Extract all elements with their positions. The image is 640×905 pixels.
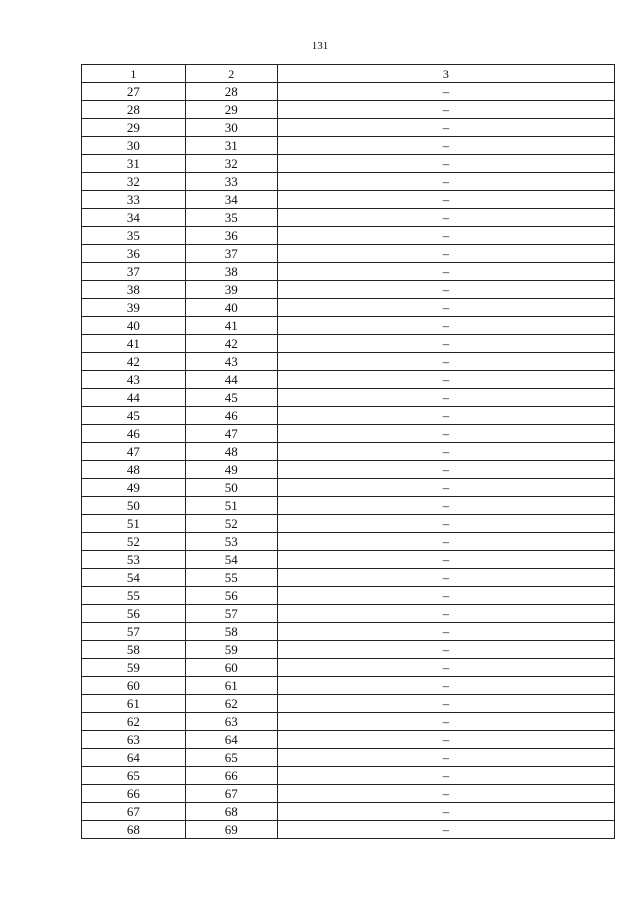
table-cell-col-1: 31: [82, 155, 186, 173]
table-cell-col-1: 42: [82, 353, 186, 371]
table-cell-col-1: 47: [82, 443, 186, 461]
table-cell-col-1: 32: [82, 173, 186, 191]
table-cell-col-2: 35: [185, 209, 277, 227]
table-cell-col-1: 53: [82, 551, 186, 569]
table-cell-col-1: 64: [82, 749, 186, 767]
table-cell-col-2: 69: [185, 821, 277, 839]
table-cell-col-3: –: [277, 407, 614, 425]
table-row: [82, 749, 615, 767]
table-row: [82, 497, 615, 515]
table-cell-col-1: 57: [82, 623, 186, 641]
table-cell-col-2: 48: [185, 443, 277, 461]
table-row: [82, 623, 615, 641]
table-cell-col-1: 41: [82, 335, 186, 353]
table-cell-col-3: –: [277, 569, 614, 587]
table-header-row: [82, 65, 615, 83]
table-row: [82, 443, 615, 461]
table-row: [82, 677, 615, 695]
table-cell-col-1: 34: [82, 209, 186, 227]
table-cell-col-3: –: [277, 425, 614, 443]
table-cell-col-1: 52: [82, 533, 186, 551]
table-cell-col-1: 67: [82, 803, 186, 821]
table-cell-col-2: 46: [185, 407, 277, 425]
table-cell-col-3: –: [277, 299, 614, 317]
table-row: [82, 803, 615, 821]
table-cell-col-3: –: [277, 371, 614, 389]
table-cell-col-1: 45: [82, 407, 186, 425]
table-cell-col-2: 34: [185, 191, 277, 209]
table-row: [82, 515, 615, 533]
table-cell-col-1: 29: [82, 119, 186, 137]
table-cell-col-1: 33: [82, 191, 186, 209]
table-cell-col-3: –: [277, 389, 614, 407]
table-row: [82, 713, 615, 731]
table-cell-col-2: 28: [185, 83, 277, 101]
table-cell-col-2: 68: [185, 803, 277, 821]
table-cell-col-2: 43: [185, 353, 277, 371]
table-cell-col-3: –: [277, 731, 614, 749]
table-cell-col-2: 60: [185, 659, 277, 677]
table-cell-col-3: –: [277, 533, 614, 551]
table-row: [82, 353, 615, 371]
table-cell-col-2: 54: [185, 551, 277, 569]
table-cell-col-1: 58: [82, 641, 186, 659]
table-cell-col-2: 44: [185, 371, 277, 389]
table-cell-col-3: –: [277, 119, 614, 137]
table-cell-col-3: –: [277, 641, 614, 659]
table-cell-col-3: –: [277, 317, 614, 335]
table-cell-col-1: 51: [82, 515, 186, 533]
table-row: [82, 137, 615, 155]
table-cell-col-1: 65: [82, 767, 186, 785]
table-cell-col-3: –: [277, 461, 614, 479]
table-cell-col-3: –: [277, 605, 614, 623]
table-cell-col-1: 27: [82, 83, 186, 101]
column-header-1: 1: [82, 65, 186, 83]
table-row: [82, 317, 615, 335]
table-row: [82, 587, 615, 605]
page-number: 131: [311, 40, 329, 52]
table-cell-col-3: –: [277, 785, 614, 803]
table-cell-col-2: 62: [185, 695, 277, 713]
table-cell-col-3: –: [277, 281, 614, 299]
table-cell-col-2: 47: [185, 425, 277, 443]
table-cell-col-1: 36: [82, 245, 186, 263]
table-cell-col-2: 55: [185, 569, 277, 587]
table-row: [82, 281, 615, 299]
table-row: [82, 479, 615, 497]
table-cell-col-3: –: [277, 335, 614, 353]
table-cell-col-1: 68: [82, 821, 186, 839]
table-body: [82, 83, 615, 839]
table-cell-col-3: –: [277, 515, 614, 533]
table-cell-col-1: 54: [82, 569, 186, 587]
table-cell-col-3: –: [277, 821, 614, 839]
table-cell-col-3: –: [277, 695, 614, 713]
table-cell-col-1: 66: [82, 785, 186, 803]
table-cell-col-1: 39: [82, 299, 186, 317]
table-cell-col-2: 57: [185, 605, 277, 623]
table-cell-col-3: –: [277, 209, 614, 227]
table-row: [82, 191, 615, 209]
table-cell-col-2: 38: [185, 263, 277, 281]
table-cell-col-3: –: [277, 263, 614, 281]
table-cell-col-3: –: [277, 227, 614, 245]
table-row: [82, 119, 615, 137]
table-cell-col-2: 37: [185, 245, 277, 263]
table-cell-col-3: –: [277, 173, 614, 191]
table-cell-col-3: –: [277, 443, 614, 461]
table-cell-col-2: 63: [185, 713, 277, 731]
data-table: [81, 64, 615, 839]
table-cell-col-2: 32: [185, 155, 277, 173]
table-cell-col-2: 66: [185, 767, 277, 785]
column-header-2: 2: [185, 65, 277, 83]
table-cell-col-1: 28: [82, 101, 186, 119]
table-cell-col-3: –: [277, 677, 614, 695]
table-cell-col-1: 55: [82, 587, 186, 605]
table-cell-col-2: 58: [185, 623, 277, 641]
table-cell-col-1: 61: [82, 695, 186, 713]
table-cell-col-2: 29: [185, 101, 277, 119]
table-cell-col-1: 40: [82, 317, 186, 335]
table-cell-col-2: 40: [185, 299, 277, 317]
table-cell-col-3: –: [277, 749, 614, 767]
table-cell-col-3: –: [277, 191, 614, 209]
table-row: [82, 425, 615, 443]
table-cell-col-3: –: [277, 101, 614, 119]
table-cell-col-1: 56: [82, 605, 186, 623]
table-row: [82, 83, 615, 101]
table-row: [82, 533, 615, 551]
table-cell-col-1: 48: [82, 461, 186, 479]
table-cell-col-2: 67: [185, 785, 277, 803]
table-row: [82, 641, 615, 659]
table-row: [82, 263, 615, 281]
table-cell-col-3: –: [277, 713, 614, 731]
table-cell-col-1: 62: [82, 713, 186, 731]
table-cell-col-3: –: [277, 803, 614, 821]
table-cell-col-3: –: [277, 587, 614, 605]
table-row: [82, 371, 615, 389]
table-row: [82, 227, 615, 245]
table-cell-col-1: 35: [82, 227, 186, 245]
table-row: [82, 173, 615, 191]
table-cell-col-3: –: [277, 155, 614, 173]
table-cell-col-1: 59: [82, 659, 186, 677]
table-row: [82, 101, 615, 119]
table-cell-col-2: 36: [185, 227, 277, 245]
table-row: [82, 731, 615, 749]
table-cell-col-2: 30: [185, 119, 277, 137]
table-row: [82, 659, 615, 677]
table-cell-col-1: 49: [82, 479, 186, 497]
table-row: [82, 569, 615, 587]
table-cell-col-2: 65: [185, 749, 277, 767]
table-row: [82, 785, 615, 803]
table-row: [82, 335, 615, 353]
column-header-3: 3: [277, 65, 614, 83]
table-cell-col-3: –: [277, 137, 614, 155]
table-cell-col-3: –: [277, 623, 614, 641]
table-cell-col-2: 50: [185, 479, 277, 497]
table-cell-col-3: –: [277, 245, 614, 263]
table-cell-col-1: 44: [82, 389, 186, 407]
table-cell-col-1: 37: [82, 263, 186, 281]
table-row: [82, 821, 615, 839]
table-cell-col-2: 64: [185, 731, 277, 749]
table-cell-col-3: –: [277, 551, 614, 569]
table-cell-col-1: 46: [82, 425, 186, 443]
table-cell-col-1: 38: [82, 281, 186, 299]
table-cell-col-1: 63: [82, 731, 186, 749]
table-row: [82, 605, 615, 623]
table-row: [82, 551, 615, 569]
table-row: [82, 245, 615, 263]
table-cell-col-1: 43: [82, 371, 186, 389]
table-cell-col-3: –: [277, 83, 614, 101]
table-cell-col-2: 45: [185, 389, 277, 407]
table-row: [82, 695, 615, 713]
table-cell-col-1: 30: [82, 137, 186, 155]
table-row: [82, 407, 615, 425]
table-cell-col-2: 51: [185, 497, 277, 515]
table-row: [82, 155, 615, 173]
table-cell-col-3: –: [277, 353, 614, 371]
table-cell-col-2: 56: [185, 587, 277, 605]
table-cell-col-1: 60: [82, 677, 186, 695]
table-cell-col-2: 31: [185, 137, 277, 155]
table-cell-col-2: 49: [185, 461, 277, 479]
table-cell-col-3: –: [277, 479, 614, 497]
table-row: [82, 767, 615, 785]
table-cell-col-2: 41: [185, 317, 277, 335]
table-row: [82, 299, 615, 317]
table-cell-col-2: 53: [185, 533, 277, 551]
table-cell-col-2: 52: [185, 515, 277, 533]
table-cell-col-3: –: [277, 659, 614, 677]
table-cell-col-2: 33: [185, 173, 277, 191]
table-cell-col-2: 59: [185, 641, 277, 659]
table-cell-col-1: 50: [82, 497, 186, 515]
table-row: [82, 461, 615, 479]
table-cell-col-3: –: [277, 767, 614, 785]
table-cell-col-2: 42: [185, 335, 277, 353]
table-row: [82, 389, 615, 407]
table-cell-col-3: –: [277, 497, 614, 515]
table-cell-col-2: 61: [185, 677, 277, 695]
table-row: [82, 209, 615, 227]
table-cell-col-2: 39: [185, 281, 277, 299]
